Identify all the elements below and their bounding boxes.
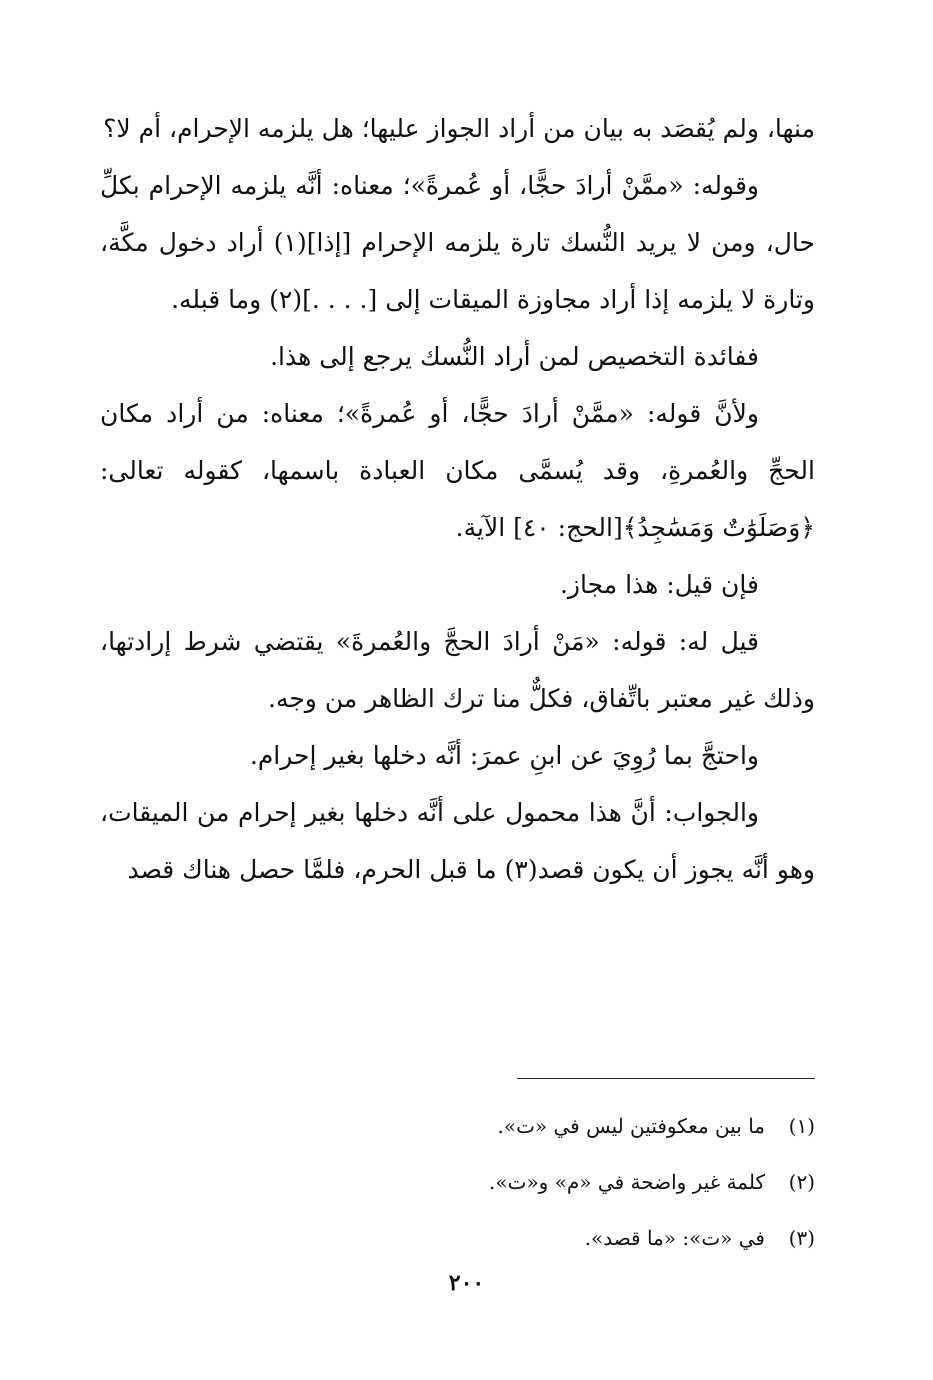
footnote-number: (٣)	[788, 1226, 815, 1250]
footnote-separator	[517, 1078, 815, 1079]
footnote-text: في «ت»: «ما قصد».	[584, 1226, 765, 1250]
paragraph-2: وقوله: «ممَّنْ أرادَ حجًّا، أو عُمرةً»؛ معناه: أنَّه يلزمه الإحرام بكلِّ حال، ومن لا يريد النُّسك تارة يلزمه الإحرام [إذا](١) أراد دخول مكَّة، وتارة لا يلزمه إذا أراد مجاوزة الميقات إلى [. . . .](٢) وما قبله.	[100, 171, 816, 314]
footnote-1	[100, 1098, 815, 1154]
main-text	[100, 100, 815, 898]
page-number-area	[0, 1270, 933, 1296]
paragraph-1: منها، ولم يُقصَد به بيان من أراد الجواز عليها؛ هل يلزمه الإحرام، أم لا؟	[103, 114, 815, 143]
footnote-text: كلمة غير واضحة في «م» و«ت».	[489, 1170, 765, 1194]
page-number: ٢٠٠	[448, 1270, 485, 1296]
paragraph-4: ولأنَّ قوله: «ممَّنْ أرادَ حجًّا، أو عُمرةً»؛ معناه: من أراد مكان الحجِّ والعُمرةِ، وقد يُسمَّى مكان العبادة باسمها، كقوله تعالى: ﴿وَصَلَوَٰتٌ وَمَسَٰجِدُ﴾[الحج: ٤٠] الآية.	[100, 399, 815, 542]
paragraph-8: والجواب: أنَّ هذا محمول على أنَّه دخلها بغير إحرام من الميقات، وهو أنَّه يجوز أن يكون قصد(٣) ما قبل الحرم، فلمَّا حصل هناك قصد	[100, 798, 815, 884]
footnote-text: ما بين معكوفتين ليس في «ت».	[497, 1114, 765, 1138]
footnote-2	[100, 1154, 815, 1210]
paragraph-5: فإن قيل: هذا مجاز.	[559, 570, 759, 599]
footnotes	[100, 1098, 815, 1266]
footnote-number: (١)	[788, 1114, 815, 1138]
paragraph-6: قيل له: قوله: «مَنْ أرادَ الحجَّ والعُمرةَ» يقتضي شرط إرادتها، وذلك غير معتبر باتِّفاق، فكلٌّ منا ترك الظاهر من وجه.	[100, 627, 815, 713]
paragraph-3: ففائدة التخصيص لمن أراد النُّسك يرجع إلى هذا.	[270, 342, 759, 371]
footnote-number: (٢)	[788, 1170, 815, 1194]
paragraph-7: واحتجَّ بما رُوِيَ عن ابنِ عمرَ: أنَّه دخلها بغير إحرام.	[249, 741, 759, 770]
footnote-3	[100, 1210, 815, 1266]
